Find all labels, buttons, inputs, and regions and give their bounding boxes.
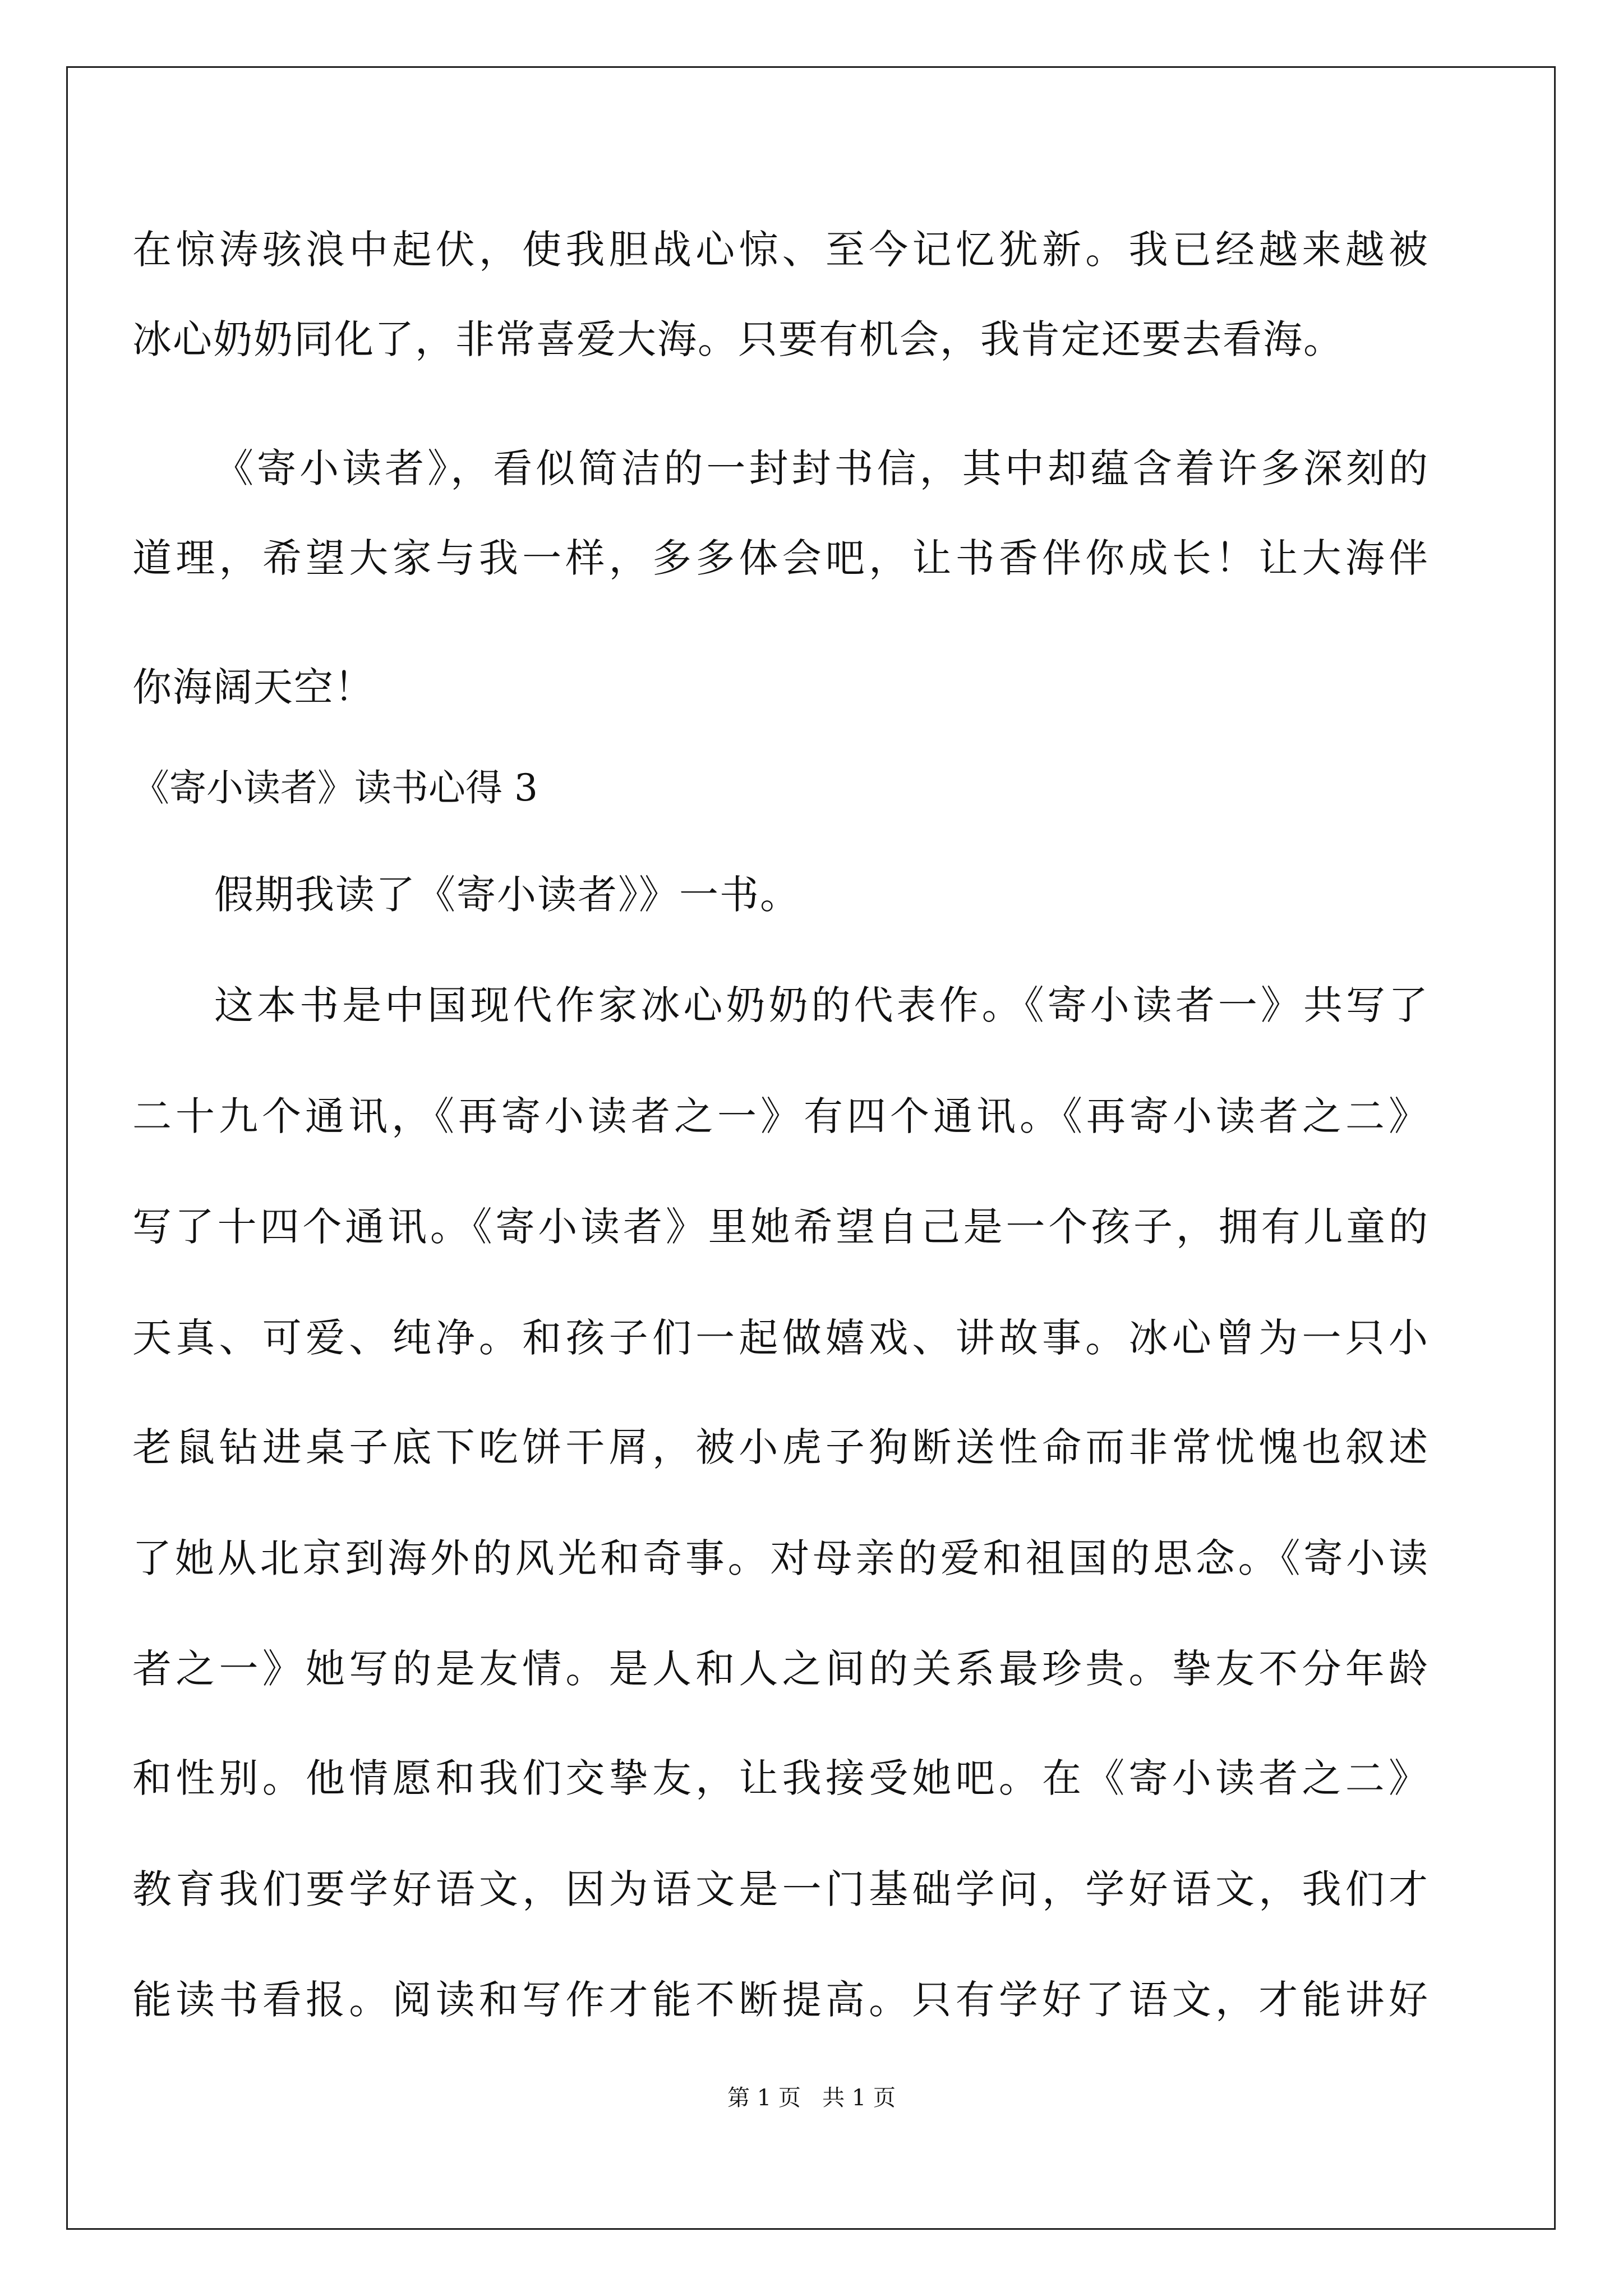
paragraph-2-line-2: 道理，希望大家与我一样，多多体会吧，让书香伴你成长！让大海伴	[132, 535, 1429, 581]
section-heading: 《寄小读者》读书心得 3	[132, 766, 538, 809]
paragraph-4-line-10: 能读书看报。阅读和写作才能不断提高。只有学好了语文，才能讲好	[132, 1977, 1429, 2023]
paragraph-1-line-2: 冰心奶奶同化了，非常喜爱大海。只要有机会，我肯定还要去看海。	[132, 316, 1344, 362]
paragraph-2-line-1: 《寄小读者》，看似简洁的一封封书信，其中却蕴含着许多深刻的	[214, 445, 1429, 491]
paragraph-2-line-3: 你海阔天空！	[132, 664, 375, 710]
paragraph-4-line-9: 教育我们要学好语文，因为语文是一门基础学问，学好语文，我们才	[132, 1866, 1429, 1912]
paragraph-1-line-1: 在惊涛骇浪中起伏，使我胆战心惊、至今记忆犹新。我已经越来越被	[132, 227, 1429, 273]
paragraph-4-line-6: 了她从北京到海外的风光和奇事。对母亲的爱和祖国的思念。《寄小读	[132, 1535, 1429, 1581]
paragraph-4-line-1: 这本书是中国现代作家冰心奶奶的代表作。《寄小读者一》共写了	[214, 982, 1429, 1028]
paragraph-3-line-1: 假期我读了《寄小读者》》一书。	[214, 872, 800, 918]
paragraph-4-line-5: 老鼠钻进桌子底下吃饼干屑，被小虎子狗断送性命而非常忧愧也叙述	[132, 1424, 1429, 1470]
paragraph-4-line-3: 写了十四个通讯。《寄小读者》里她希望自己是一个孩子，拥有儿童的	[132, 1204, 1429, 1250]
paragraph-4-line-8: 和性别。他情愿和我们交挚友，让我接受她吧。在《寄小读者之二》	[132, 1755, 1429, 1801]
paragraph-4-line-7: 者之一》她写的是友情。是人和人之间的关系最珍贵。挚友不分年龄	[132, 1646, 1429, 1692]
page-footer: 第 1 页 共 1 页	[727, 2085, 896, 2111]
paragraph-4-line-2: 二十九个通讯，《再寄小读者之一》有四个通讯。《再寄小读者之二》	[132, 1093, 1429, 1139]
paragraph-4-line-4: 天真、可爱、纯净。和孩子们一起做嬉戏、讲故事。冰心曾为一只小	[132, 1315, 1429, 1361]
